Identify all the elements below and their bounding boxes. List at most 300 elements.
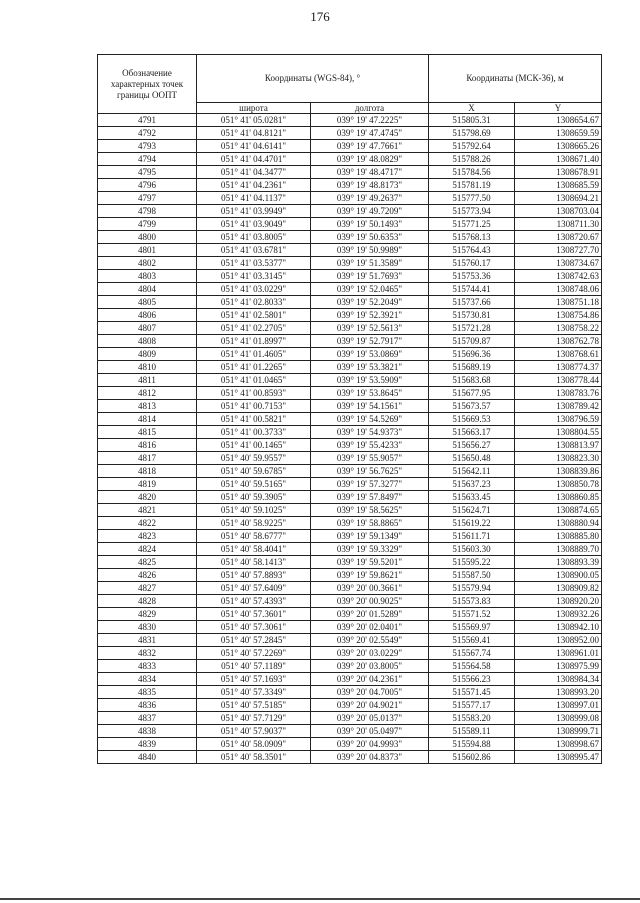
table-row: [98, 218, 602, 231]
table-row: [98, 517, 602, 530]
x-coordinate-cell: 515624.71: [429, 504, 515, 517]
table-row: [98, 309, 602, 322]
table-row: [98, 478, 602, 491]
table-row: [98, 686, 602, 699]
x-coordinate-cell: 515696.36: [429, 348, 515, 361]
latitude-cell: 051° 41' 01.0465": [197, 374, 311, 387]
point-id-cell: 4840: [98, 751, 197, 764]
latitude-cell: 051° 40' 57.8893": [197, 569, 311, 582]
table-row: [98, 491, 602, 504]
longitude-cell: 039° 19' 50.9989": [311, 244, 429, 257]
x-coordinate-cell: 515788.26: [429, 153, 515, 166]
x-coordinate-cell: 515805.31: [429, 114, 515, 127]
longitude-cell: 039° 20' 04.9021": [311, 699, 429, 712]
x-coordinate-cell: 515663.17: [429, 426, 515, 439]
latitude-cell: 051° 41' 00.7153": [197, 400, 311, 413]
point-id-cell: 4805: [98, 296, 197, 309]
table-row: [98, 530, 602, 543]
longitude-cell: 039° 19' 54.5269": [311, 413, 429, 426]
y-coordinate-cell: 1308762.78: [515, 335, 602, 348]
y-coordinate-cell: 1308952.00: [515, 634, 602, 647]
x-coordinate-cell: 515792.64: [429, 140, 515, 153]
y-coordinate-cell: 1308995.47: [515, 751, 602, 764]
latitude-cell: 051° 40' 59.3905": [197, 491, 311, 504]
table-row: [98, 335, 602, 348]
table-row: [98, 634, 602, 647]
latitude-cell: 051° 40' 57.3601": [197, 608, 311, 621]
x-coordinate-cell: 515760.17: [429, 257, 515, 270]
y-coordinate-cell: 1308839.86: [515, 465, 602, 478]
latitude-cell: 051° 40' 57.1693": [197, 673, 311, 686]
x-coordinate-cell: 515633.45: [429, 491, 515, 504]
x-coordinate-cell: 515744.41: [429, 283, 515, 296]
y-coordinate-cell: 1308997.01: [515, 699, 602, 712]
point-id-cell: 4814: [98, 413, 197, 426]
longitude-cell: 039° 19' 47.2225": [311, 114, 429, 127]
latitude-cell: 051° 41' 03.0229": [197, 283, 311, 296]
y-coordinate-cell: 1308850.78: [515, 478, 602, 491]
table-row: [98, 699, 602, 712]
latitude-cell: 051° 41' 04.8121": [197, 127, 311, 140]
x-coordinate-cell: 515602.86: [429, 751, 515, 764]
x-coordinate-cell: 515777.50: [429, 192, 515, 205]
longitude-cell: 039° 19' 48.4717": [311, 166, 429, 179]
coordinates-table: [97, 54, 602, 764]
latitude-cell: 051° 41' 02.2705": [197, 322, 311, 335]
point-id-cell: 4822: [98, 517, 197, 530]
y-coordinate-cell: 1308885.80: [515, 530, 602, 543]
y-coordinate-cell: 1308804.55: [515, 426, 602, 439]
x-coordinate-cell: 515583.20: [429, 712, 515, 725]
table-row: [98, 205, 602, 218]
table-row: [98, 114, 602, 127]
x-coordinate-cell: 515637.23: [429, 478, 515, 491]
table-row: [98, 569, 602, 582]
x-coordinate-cell: 515594.88: [429, 738, 515, 751]
table-row: [98, 192, 602, 205]
point-id-cell: 4812: [98, 387, 197, 400]
latitude-cell: 051° 40' 57.7129": [197, 712, 311, 725]
x-coordinate-cell: 515611.71: [429, 530, 515, 543]
y-coordinate-cell: 1308932.26: [515, 608, 602, 621]
point-id-cell: 4833: [98, 660, 197, 673]
table-row: [98, 296, 602, 309]
y-coordinate-cell: 1308654.67: [515, 114, 602, 127]
latitude-cell: 051° 41' 01.8997": [197, 335, 311, 348]
header-x: X: [429, 103, 515, 114]
table-row: [98, 426, 602, 439]
x-coordinate-cell: 515673.57: [429, 400, 515, 413]
y-coordinate-cell: 1308685.59: [515, 179, 602, 192]
latitude-cell: 051° 40' 57.1189": [197, 660, 311, 673]
point-id-cell: 4794: [98, 153, 197, 166]
longitude-cell: 039° 19' 50.1493": [311, 218, 429, 231]
point-id-cell: 4808: [98, 335, 197, 348]
table-row: [98, 153, 602, 166]
x-coordinate-cell: 515709.87: [429, 335, 515, 348]
point-id-cell: 4818: [98, 465, 197, 478]
x-coordinate-cell: 515721.28: [429, 322, 515, 335]
latitude-cell: 051° 40' 57.2845": [197, 634, 311, 647]
x-coordinate-cell: 515677.95: [429, 387, 515, 400]
longitude-cell: 039° 19' 58.8865": [311, 517, 429, 530]
latitude-cell: 051° 40' 57.3349": [197, 686, 311, 699]
y-coordinate-cell: 1308758.22: [515, 322, 602, 335]
longitude-cell: 039° 19' 50.6353": [311, 231, 429, 244]
latitude-cell: 051° 40' 58.4041": [197, 543, 311, 556]
table-row: [98, 374, 602, 387]
latitude-cell: 051° 40' 57.4393": [197, 595, 311, 608]
point-id-cell: 4819: [98, 478, 197, 491]
table-row: [98, 179, 602, 192]
table-row: [98, 231, 602, 244]
longitude-cell: 039° 20' 00.3661": [311, 582, 429, 595]
longitude-cell: 039° 20' 01.5289": [311, 608, 429, 621]
point-id-cell: 4817: [98, 452, 197, 465]
point-id-cell: 4796: [98, 179, 197, 192]
y-coordinate-cell: 1308727.70: [515, 244, 602, 257]
table-row: [98, 257, 602, 270]
longitude-cell: 039° 19' 53.0869": [311, 348, 429, 361]
latitude-cell: 051° 41' 05.0281": [197, 114, 311, 127]
point-id-cell: 4821: [98, 504, 197, 517]
header-y: Y: [515, 103, 602, 114]
y-coordinate-cell: 1308893.39: [515, 556, 602, 569]
table-row: [98, 322, 602, 335]
latitude-cell: 051° 41' 00.1465": [197, 439, 311, 452]
point-id-cell: 4837: [98, 712, 197, 725]
longitude-cell: 039° 19' 57.8497": [311, 491, 429, 504]
point-id-cell: 4813: [98, 400, 197, 413]
point-id-cell: 4791: [98, 114, 197, 127]
x-coordinate-cell: 515656.27: [429, 439, 515, 452]
point-id-cell: 4802: [98, 257, 197, 270]
header-msk36: Координаты (МСК-36), м: [429, 55, 602, 103]
y-coordinate-cell: 1308999.08: [515, 712, 602, 725]
table-row: [98, 543, 602, 556]
table-row: [98, 244, 602, 257]
longitude-cell: 039° 20' 00.9025": [311, 595, 429, 608]
x-coordinate-cell: 515771.25: [429, 218, 515, 231]
latitude-cell: 051° 41' 01.2265": [197, 361, 311, 374]
y-coordinate-cell: 1308796.59: [515, 413, 602, 426]
longitude-cell: 039° 19' 54.1561": [311, 400, 429, 413]
longitude-cell: 039° 19' 49.2637": [311, 192, 429, 205]
point-id-cell: 4793: [98, 140, 197, 153]
latitude-cell: 051° 41' 01.4605": [197, 348, 311, 361]
table-row: [98, 140, 602, 153]
latitude-cell: 051° 40' 59.1025": [197, 504, 311, 517]
latitude-cell: 051° 41' 03.5377": [197, 257, 311, 270]
table-row: [98, 725, 602, 738]
x-coordinate-cell: 515564.58: [429, 660, 515, 673]
x-coordinate-cell: 515689.19: [429, 361, 515, 374]
x-coordinate-cell: 515571.52: [429, 608, 515, 621]
longitude-cell: 039° 20' 04.7005": [311, 686, 429, 699]
x-coordinate-cell: 515569.97: [429, 621, 515, 634]
point-id-cell: 4829: [98, 608, 197, 621]
latitude-cell: 051° 40' 57.6409": [197, 582, 311, 595]
x-coordinate-cell: 515589.11: [429, 725, 515, 738]
table-row: [98, 556, 602, 569]
longitude-cell: 039° 20' 03.8005": [311, 660, 429, 673]
y-coordinate-cell: 1308720.67: [515, 231, 602, 244]
y-coordinate-cell: 1308975.99: [515, 660, 602, 673]
point-id-cell: 4804: [98, 283, 197, 296]
x-coordinate-cell: 515753.36: [429, 270, 515, 283]
y-coordinate-cell: 1308998.67: [515, 738, 602, 751]
header-points: Обозначение характерных точек границы ООПТ: [98, 55, 197, 114]
latitude-cell: 051° 41' 03.9949": [197, 205, 311, 218]
header-latitude: широта: [197, 103, 311, 114]
y-coordinate-cell: 1308909.82: [515, 582, 602, 595]
y-coordinate-cell: 1308993.20: [515, 686, 602, 699]
x-coordinate-cell: 515781.19: [429, 179, 515, 192]
x-coordinate-cell: 515773.94: [429, 205, 515, 218]
table-row: [98, 647, 602, 660]
point-id-cell: 4825: [98, 556, 197, 569]
point-id-cell: 4838: [98, 725, 197, 738]
page-bottom-edge: [0, 898, 640, 900]
point-id-cell: 4811: [98, 374, 197, 387]
longitude-cell: 039° 19' 55.9057": [311, 452, 429, 465]
x-coordinate-cell: 515683.68: [429, 374, 515, 387]
table-row: [98, 751, 602, 764]
y-coordinate-cell: 1308703.04: [515, 205, 602, 218]
point-id-cell: 4826: [98, 569, 197, 582]
x-coordinate-cell: 515573.83: [429, 595, 515, 608]
y-coordinate-cell: 1308880.94: [515, 517, 602, 530]
table-row: [98, 452, 602, 465]
x-coordinate-cell: 515737.66: [429, 296, 515, 309]
table-row: [98, 504, 602, 517]
x-coordinate-cell: 515566.23: [429, 673, 515, 686]
table-row: [98, 413, 602, 426]
point-id-cell: 4797: [98, 192, 197, 205]
point-id-cell: 4834: [98, 673, 197, 686]
y-coordinate-cell: 1308999.71: [515, 725, 602, 738]
x-coordinate-cell: 515595.22: [429, 556, 515, 569]
y-coordinate-cell: 1308774.37: [515, 361, 602, 374]
table-row: [98, 595, 602, 608]
x-coordinate-cell: 515567.74: [429, 647, 515, 660]
table-row: [98, 166, 602, 179]
y-coordinate-cell: 1308823.30: [515, 452, 602, 465]
latitude-cell: 051° 41' 02.8033": [197, 296, 311, 309]
header-wgs84: Координаты (WGS-84), °: [197, 55, 429, 103]
latitude-cell: 051° 41' 03.8005": [197, 231, 311, 244]
latitude-cell: 051° 40' 58.3501": [197, 751, 311, 764]
longitude-cell: 039° 19' 53.8645": [311, 387, 429, 400]
point-id-cell: 4810: [98, 361, 197, 374]
longitude-cell: 039° 20' 05.0497": [311, 725, 429, 738]
longitude-cell: 039° 19' 52.3921": [311, 309, 429, 322]
latitude-cell: 051° 41' 03.3145": [197, 270, 311, 283]
point-id-cell: 4792: [98, 127, 197, 140]
longitude-cell: 039° 19' 51.3589": [311, 257, 429, 270]
longitude-cell: 039° 19' 52.0465": [311, 283, 429, 296]
table-row: [98, 673, 602, 686]
y-coordinate-cell: 1308678.91: [515, 166, 602, 179]
point-id-cell: 4801: [98, 244, 197, 257]
longitude-cell: 039° 19' 58.5625": [311, 504, 429, 517]
longitude-cell: 039° 19' 48.0829": [311, 153, 429, 166]
point-id-cell: 4823: [98, 530, 197, 543]
table-row: [98, 608, 602, 621]
y-coordinate-cell: 1308751.18: [515, 296, 602, 309]
latitude-cell: 051° 41' 04.2361": [197, 179, 311, 192]
longitude-cell: 039° 19' 51.7693": [311, 270, 429, 283]
header-longitude: долгота: [311, 103, 429, 114]
longitude-cell: 039° 20' 02.5549": [311, 634, 429, 647]
latitude-cell: 051° 41' 04.6141": [197, 140, 311, 153]
point-id-cell: 4806: [98, 309, 197, 322]
table-row: [98, 621, 602, 634]
point-id-cell: 4820: [98, 491, 197, 504]
point-id-cell: 4809: [98, 348, 197, 361]
x-coordinate-cell: 515730.81: [429, 309, 515, 322]
latitude-cell: 051° 40' 57.5185": [197, 699, 311, 712]
latitude-cell: 051° 41' 04.3477": [197, 166, 311, 179]
y-coordinate-cell: 1308694.21: [515, 192, 602, 205]
x-coordinate-cell: 515764.43: [429, 244, 515, 257]
y-coordinate-cell: 1308961.01: [515, 647, 602, 660]
longitude-cell: 039° 19' 55.4233": [311, 439, 429, 452]
latitude-cell: 051° 40' 59.5165": [197, 478, 311, 491]
point-id-cell: 4832: [98, 647, 197, 660]
x-coordinate-cell: 515619.22: [429, 517, 515, 530]
x-coordinate-cell: 515768.13: [429, 231, 515, 244]
longitude-cell: 039° 20' 04.9993": [311, 738, 429, 751]
latitude-cell: 051° 41' 04.1137": [197, 192, 311, 205]
y-coordinate-cell: 1308920.20: [515, 595, 602, 608]
point-id-cell: 4807: [98, 322, 197, 335]
y-coordinate-cell: 1308874.65: [515, 504, 602, 517]
table-row: [98, 712, 602, 725]
y-coordinate-cell: 1308860.85: [515, 491, 602, 504]
y-coordinate-cell: 1308783.76: [515, 387, 602, 400]
point-id-cell: 4831: [98, 634, 197, 647]
x-coordinate-cell: 515587.50: [429, 569, 515, 582]
y-coordinate-cell: 1308659.59: [515, 127, 602, 140]
x-coordinate-cell: 515798.69: [429, 127, 515, 140]
point-id-cell: 4816: [98, 439, 197, 452]
latitude-cell: 051° 40' 57.3061": [197, 621, 311, 634]
longitude-cell: 039° 19' 59.5201": [311, 556, 429, 569]
y-coordinate-cell: 1308748.06: [515, 283, 602, 296]
x-coordinate-cell: 515642.11: [429, 465, 515, 478]
latitude-cell: 051° 41' 00.3733": [197, 426, 311, 439]
latitude-cell: 051° 40' 58.9225": [197, 517, 311, 530]
longitude-cell: 039° 19' 52.7917": [311, 335, 429, 348]
point-id-cell: 4835: [98, 686, 197, 699]
longitude-cell: 039° 19' 59.8621": [311, 569, 429, 582]
x-coordinate-cell: 515579.94: [429, 582, 515, 595]
x-coordinate-cell: 515571.45: [429, 686, 515, 699]
x-coordinate-cell: 515650.48: [429, 452, 515, 465]
x-coordinate-cell: 515577.17: [429, 699, 515, 712]
longitude-cell: 039° 19' 56.7625": [311, 465, 429, 478]
latitude-cell: 051° 40' 58.6777": [197, 530, 311, 543]
longitude-cell: 039° 20' 02.0401": [311, 621, 429, 634]
table-row: [98, 738, 602, 751]
latitude-cell: 051° 40' 57.9037": [197, 725, 311, 738]
latitude-cell: 051° 40' 59.9557": [197, 452, 311, 465]
longitude-cell: 039° 20' 05.0137": [311, 712, 429, 725]
longitude-cell: 039° 19' 53.3821": [311, 361, 429, 374]
y-coordinate-cell: 1308665.26: [515, 140, 602, 153]
latitude-cell: 051° 41' 00.5821": [197, 413, 311, 426]
latitude-cell: 051° 41' 00.8593": [197, 387, 311, 400]
y-coordinate-cell: 1308742.63: [515, 270, 602, 283]
table-row: [98, 660, 602, 673]
table-row: [98, 348, 602, 361]
table-row: [98, 465, 602, 478]
x-coordinate-cell: 515784.56: [429, 166, 515, 179]
x-coordinate-cell: 515669.53: [429, 413, 515, 426]
point-id-cell: 4839: [98, 738, 197, 751]
y-coordinate-cell: 1308889.70: [515, 543, 602, 556]
y-coordinate-cell: 1308671.40: [515, 153, 602, 166]
point-id-cell: 4824: [98, 543, 197, 556]
latitude-cell: 051° 40' 57.2269": [197, 647, 311, 660]
point-id-cell: 4836: [98, 699, 197, 712]
table-body: [98, 114, 602, 764]
point-id-cell: 4798: [98, 205, 197, 218]
table-row: [98, 387, 602, 400]
x-coordinate-cell: 515603.30: [429, 543, 515, 556]
latitude-cell: 051° 40' 58.1413": [197, 556, 311, 569]
longitude-cell: 039° 19' 47.4745": [311, 127, 429, 140]
point-id-cell: 4827: [98, 582, 197, 595]
y-coordinate-cell: 1308789.42: [515, 400, 602, 413]
point-id-cell: 4803: [98, 270, 197, 283]
y-coordinate-cell: 1308778.44: [515, 374, 602, 387]
point-id-cell: 4800: [98, 231, 197, 244]
longitude-cell: 039° 19' 54.9373": [311, 426, 429, 439]
longitude-cell: 039° 20' 04.8373": [311, 751, 429, 764]
longitude-cell: 039° 19' 52.2049": [311, 296, 429, 309]
point-id-cell: 4815: [98, 426, 197, 439]
table-row: [98, 400, 602, 413]
longitude-cell: 039° 20' 04.2361": [311, 673, 429, 686]
y-coordinate-cell: 1308813.97: [515, 439, 602, 452]
y-coordinate-cell: 1308768.61: [515, 348, 602, 361]
longitude-cell: 039° 19' 53.5909": [311, 374, 429, 387]
latitude-cell: 051° 41' 02.5801": [197, 309, 311, 322]
longitude-cell: 039° 19' 57.3277": [311, 478, 429, 491]
point-id-cell: 4828: [98, 595, 197, 608]
page-number: 176: [310, 9, 330, 24]
latitude-cell: 051° 40' 58.0909": [197, 738, 311, 751]
latitude-cell: 051° 41' 03.6781": [197, 244, 311, 257]
longitude-cell: 039° 19' 52.5613": [311, 322, 429, 335]
table-row: [98, 127, 602, 140]
table-row: [98, 582, 602, 595]
longitude-cell: 039° 19' 47.7661": [311, 140, 429, 153]
point-id-cell: 4830: [98, 621, 197, 634]
y-coordinate-cell: 1308734.67: [515, 257, 602, 270]
longitude-cell: 039° 19' 48.8173": [311, 179, 429, 192]
point-id-cell: 4799: [98, 218, 197, 231]
longitude-cell: 039° 19' 49.7209": [311, 205, 429, 218]
longitude-cell: 039° 19' 59.3329": [311, 543, 429, 556]
table-row: [98, 270, 602, 283]
y-coordinate-cell: 1308711.30: [515, 218, 602, 231]
point-id-cell: 4795: [98, 166, 197, 179]
longitude-cell: 039° 20' 03.0229": [311, 647, 429, 660]
y-coordinate-cell: 1308984.34: [515, 673, 602, 686]
